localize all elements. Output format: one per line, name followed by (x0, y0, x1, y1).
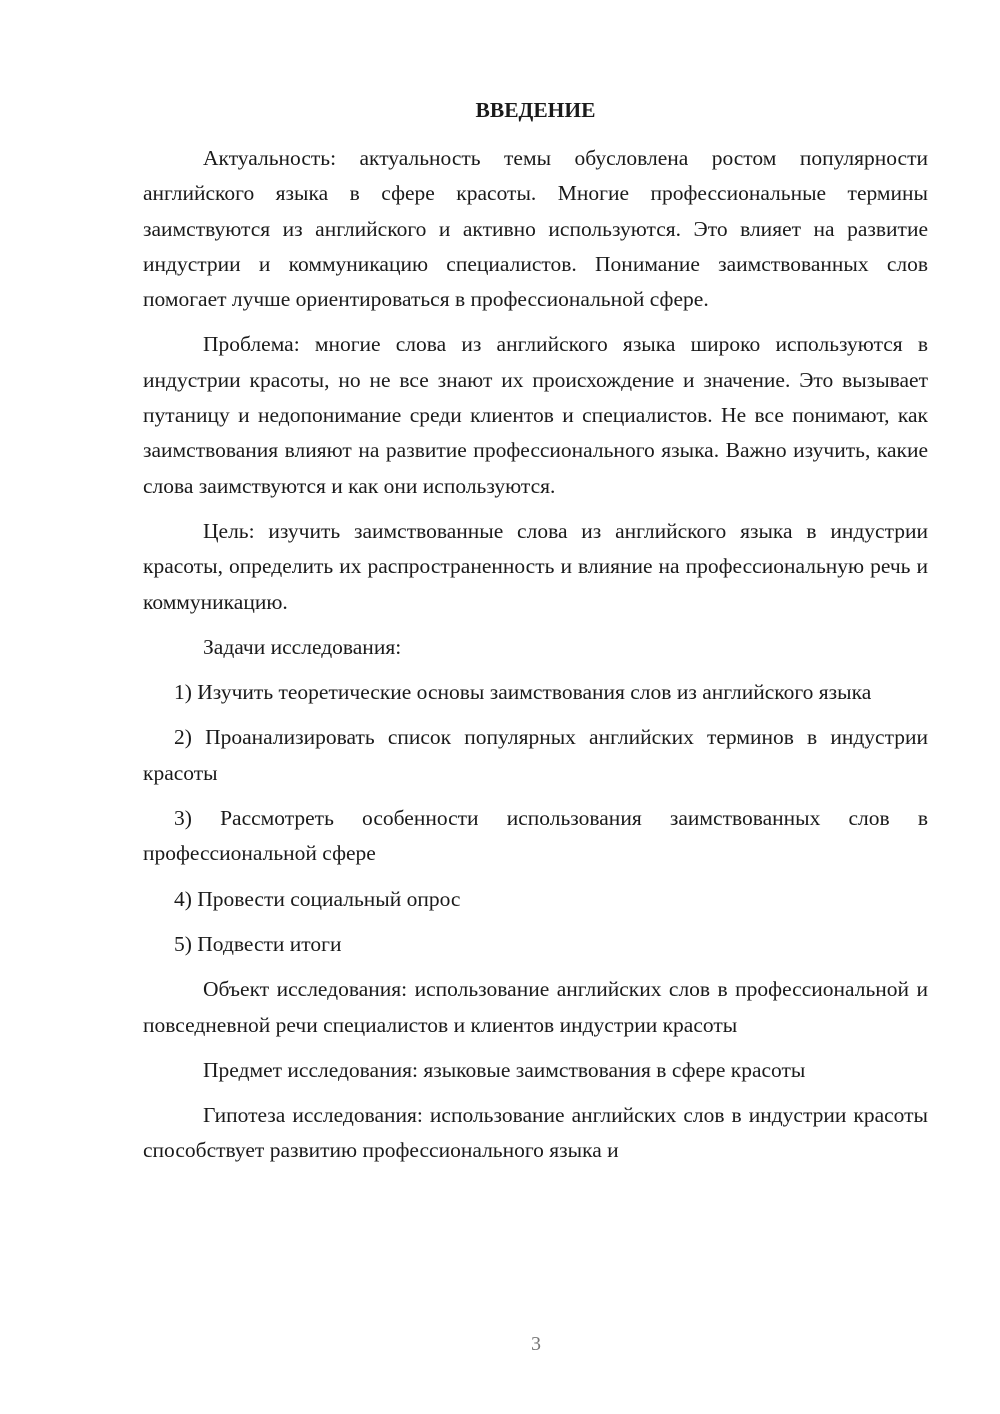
paragraph-relevance: Актуальность: актуальность темы обусловлена ростом популярности английского языка в сфере красоты. Многие профессиональные термины заимствуются из английского и активно используются. Это влияет на развитие индустрии и коммуникацию специалистов. Понимание заимствованных слов помогает лучше ориентироваться в профессиональной сфере. (143, 146, 928, 312)
task-item-5: 5) Подвести итоги (174, 931, 342, 956)
paragraph-object: Объект исследования: использование английских слов в профессиональной и повседневной речи специалистов и клиентов индустрии красоты (143, 977, 928, 1037)
page-number: 3 (531, 1333, 541, 1355)
paragraph-tasks-heading: Задачи исследования: (203, 634, 402, 659)
document-page (143, 95, 928, 1179)
paragraph-hypothesis: Гипотеза исследования: использование английских слов в индустрии красоты способствует развитию профессионального языка и (143, 1103, 928, 1163)
paragraph-goal: Цель: изучить заимствованные слова из английского языка в индустрии красоты, определить их распространенность и влияние на профессиональную речь и коммуникацию. (143, 518, 928, 614)
task-item-1: 1) Изучить теоретические основы заимствования слов из английского языка (174, 680, 872, 705)
task-item-2: 2) Проанализировать список популярных английских терминов в индустрии красоты (143, 725, 928, 785)
task-item-4: 4) Провести социальный опрос (174, 886, 461, 911)
section-title: ВВЕДЕНИЕ (475, 98, 596, 122)
task-item-3: 3) Рассмотреть особенности использования заимствованных слов в профессиональной сфере (143, 806, 928, 866)
paragraph-problem: Проблема: многие слова из английского языка широко используются в индустрии красоты, но не все знают их происхождение и значение. Это вызывает путаницу и недопонимание среди клиентов и специалистов. Не все понимают, как заимствования влияют на развитие профессионального языка. Важно изучить, какие слова заимствуются и как они используются. (143, 332, 928, 498)
paragraph-subject: Предмет исследования: языковые заимствования в сфере красоты (203, 1057, 806, 1082)
